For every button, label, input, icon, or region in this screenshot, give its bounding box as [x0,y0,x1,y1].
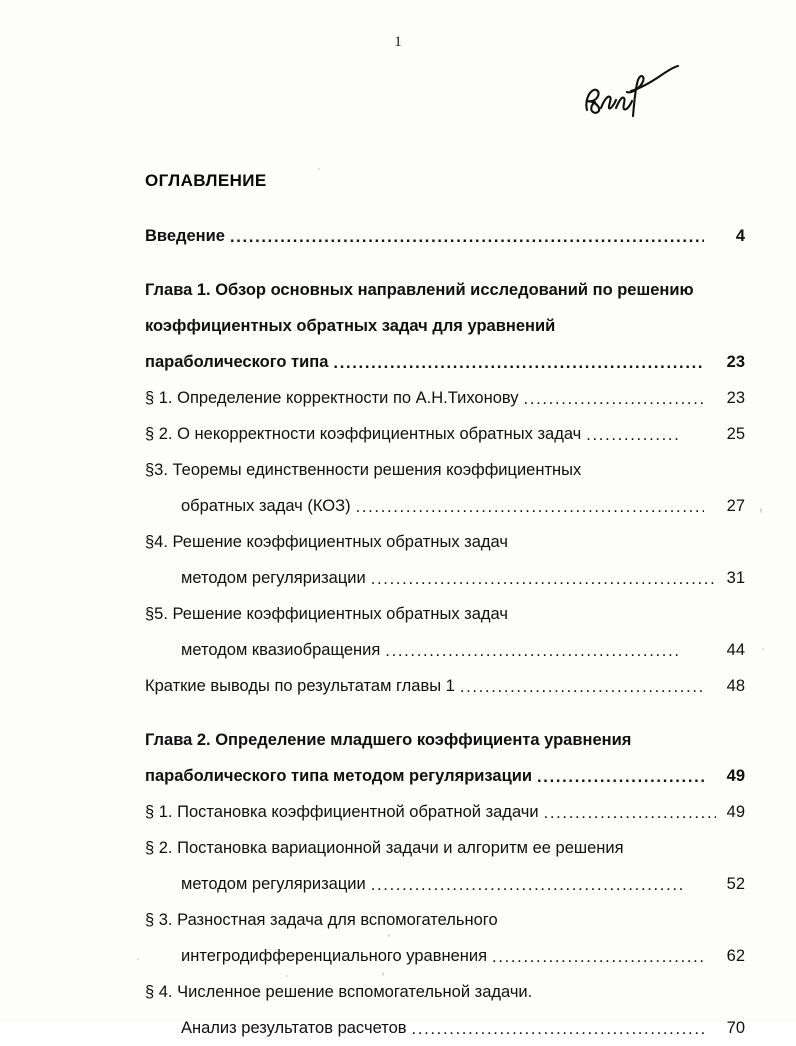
toc-entry-page-number: 70 [726,1019,745,1037]
toc-entry-page-number: 44 [726,641,745,659]
toc-entry-label: интегродифференциального уравнения [181,947,488,965]
toc-dot-leader [371,580,716,596]
toc-entry-page-number: 23 [726,353,745,371]
toc-entry[interactable] [145,938,745,974]
toc-entry[interactable] [145,1010,745,1046]
toc-entry-label: Краткие выводы по результатам главы 1 [145,677,455,695]
toc-heading: ОГЛАВЛЕНИЕ [145,171,267,190]
toc-entry-label: § 1. Постановка коэффициентной обратной задачи [145,803,539,821]
toc-entry-label: § 3. Разностная задача для вспомогательного [145,911,498,929]
toc-entry[interactable] [145,722,745,758]
toc-entry[interactable] [145,596,745,632]
toc-entry[interactable] [145,524,745,560]
toc-entry-page-number: 4 [735,227,745,245]
toc-entry[interactable] [145,344,745,380]
toc-entry[interactable] [145,416,745,452]
toc-entry[interactable] [145,560,745,596]
toc-entry-label: § 2. О некорректности коэффициентных обратных задач [145,425,582,443]
toc-entry-label: § 4. Численное решение вспомогательной задачи. [145,983,533,1001]
toc-entry-page-number: 23 [726,389,745,407]
toc-entry-label: методом квазиобращения [181,641,381,659]
toc-entry-label: § 1. Определение корректности по А.Н.Тихонову [145,389,519,407]
toc-entry-label: Глава 1. Обзор основных направлений исследований по решению [145,281,694,299]
toc-entry-page-number: 52 [726,875,745,893]
toc-entry[interactable] [145,794,745,830]
toc-entry-page-number: 49 [726,767,745,785]
toc-dot-leader [371,886,682,902]
toc-dot-leader [412,1030,704,1046]
toc-dot-leader [460,688,704,704]
toc-entry[interactable] [145,830,745,866]
toc-entry[interactable] [145,866,745,902]
toc-entry-label: § 2. Постановка вариационной задачи и алгоритм ее решения [145,839,624,857]
toc-entry-label: параболического типа [145,353,329,371]
toc-entry-page-number: 25 [726,425,745,443]
toc-dot-leader [492,958,704,974]
toc-entry-page-number: 62 [726,947,745,965]
toc-entry-label: методом регуляризации [181,569,366,587]
toc-entry[interactable] [145,758,745,794]
scan-speck [137,958,139,960]
toc-entry[interactable] [145,632,745,668]
toc-entry-label: Глава 2. Определение младшего коэффициента уравнения [145,731,632,749]
toc-entry-label: §4. Решение коэффициентных обратных задач [145,533,508,551]
toc-entry-label: Введение [145,227,225,245]
toc-entry-label: Анализ результатов расчетов [181,1019,407,1037]
toc-dot-leader [537,778,704,794]
toc-dot-leader [544,814,716,830]
toc-entry[interactable] [145,488,745,524]
toc-dot-leader [333,364,704,380]
scan-speck [760,508,762,513]
scan-speck [762,648,764,650]
toc-entry-label: §3. Теоремы единственности решения коэффициентных [145,461,582,479]
page-folio-number: 1 [394,34,402,50]
toc-entry[interactable] [145,974,745,1010]
toc-dot-leader [230,238,704,254]
toc-entry-page-number: 31 [726,569,745,587]
toc-entry[interactable] [145,308,745,344]
toc-dot-leader [385,652,682,668]
toc-entry-page-number: 27 [726,497,745,515]
table-of-contents [145,170,745,1046]
toc-entry-label: методом регуляризации [181,875,366,893]
toc-entry-list [145,218,745,1046]
toc-entry-label: §5. Решение коэффициентных обратных задач [145,605,508,623]
toc-entry-label: коэффициентных обратных задач для уравнений [145,317,556,335]
toc-entry[interactable] [145,668,745,704]
toc-dot-leader [356,508,704,524]
toc-entry[interactable] [145,452,745,488]
toc-entry[interactable] [145,272,745,308]
handwritten-signature [575,58,690,124]
toc-entry-page-number: 48 [726,677,745,695]
toc-entry-page-number: 49 [726,803,745,821]
toc-entry-label: параболического типа методом регуляризации [145,767,533,785]
toc-dot-leader [524,400,704,416]
toc-entry-label: обратных задач (КОЗ) [181,497,351,515]
toc-entry[interactable] [145,902,745,938]
toc-dot-leader [586,436,682,452]
toc-entry[interactable] [145,218,745,254]
toc-entry[interactable] [145,380,745,416]
